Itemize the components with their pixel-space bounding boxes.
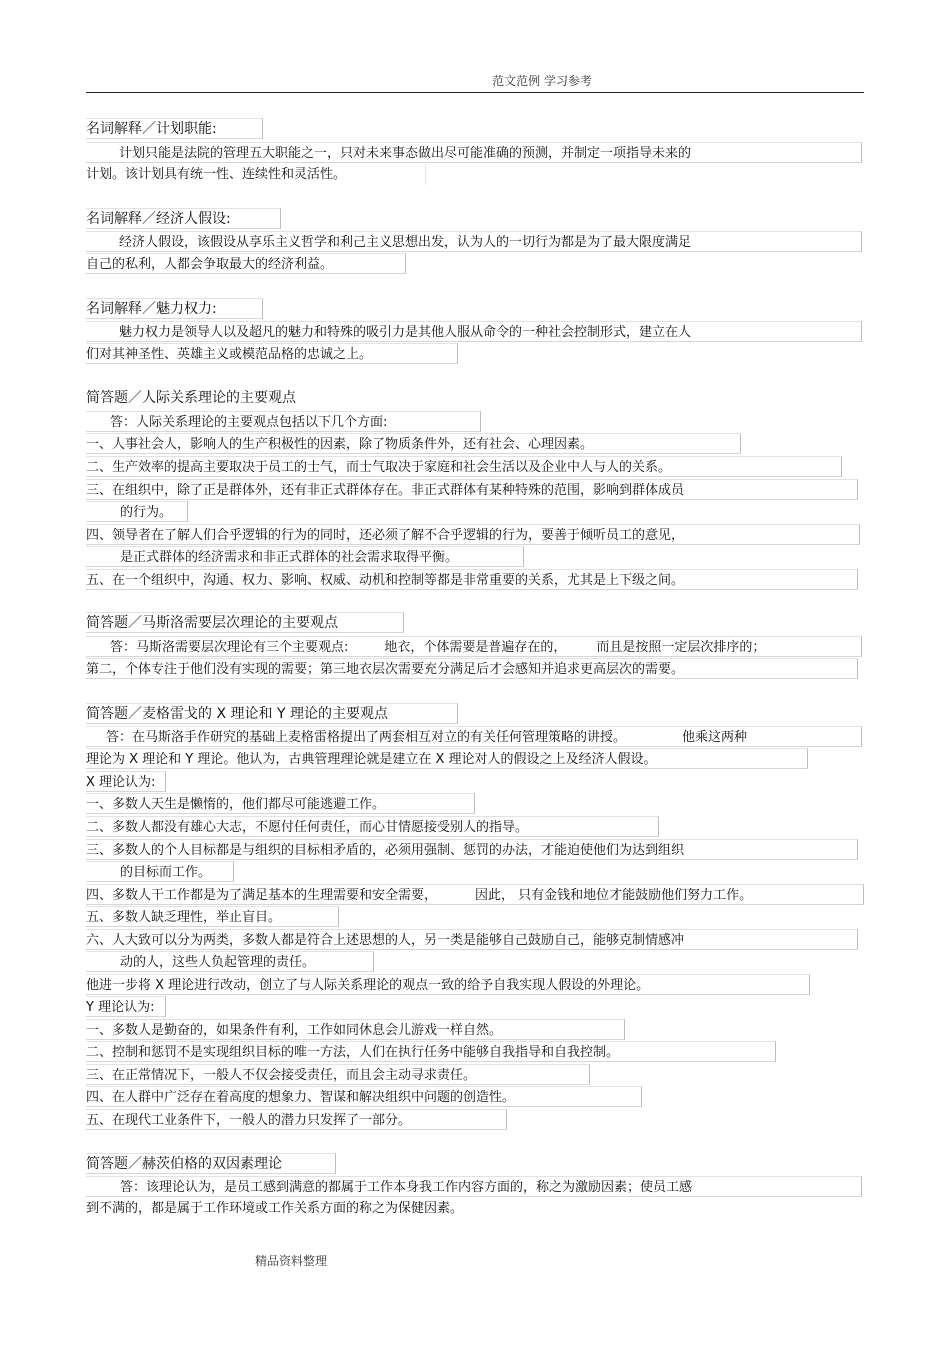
subheading-x-theory: X 理论认为: [86, 771, 166, 792]
section-title-charisma: 名词解释／魅力权力: [86, 298, 263, 319]
list-item: 三、在组织中，除了正是群体外，还有非正式群体存在。非正式群体有某种特殊的范围，影响到群体成员 [86, 479, 858, 500]
paragraph-line [86, 726, 862, 747]
list-item: 五、多数人缺乏理性，举止盲目。 [86, 906, 339, 927]
paragraph-line: 们对其神圣性、英雄主义或模范品格的忠诚之上。 [86, 343, 458, 364]
list-item: 二、多数人都没有雄心大志，不愿付任何责任，而心甘情愿接受别人的指导。 [86, 816, 659, 837]
list-item: 二、生产效率的提高主要取决于员工的士气，而士气取决于家庭和社会生活以及企业中人与人的关系。 [86, 456, 842, 477]
page-footer: 精品资料整理 [255, 1254, 328, 1268]
answer-intro: 答：人际关系理论的主要观点包括以下几个方面: [86, 411, 481, 432]
text-fragment: 而且是按照一定层次排序的； [596, 640, 766, 655]
text-fragment: 答：马斯洛需要层次理论有三个主要观点: [110, 640, 349, 655]
subheading-y-theory: Y 理论认为: [86, 996, 166, 1017]
paragraph-line: 自己的私利，人都会争取最大的经济利益。 [86, 253, 406, 274]
paragraph-line: 经济人假设，该假设从享乐主义哲学和利己主义思想出发，认为人的一切行为都是为了最大限度满足 [86, 231, 862, 252]
list-item: 三、在正常情况下，一般人不仅会接受责任，而且会主动寻求责任。 [86, 1064, 590, 1085]
page-header [86, 70, 864, 93]
list-item: 二、控制和惩罚不是实现组织目标的唯一方法，人们在执行任务中能够自我指导和自我控制。 [86, 1041, 776, 1062]
list-item [86, 884, 864, 905]
section-title-maslow: 简答题／马斯洛需要层次理论的主要观点 [86, 612, 404, 633]
paragraph-line: 计划。该计划具有统一性、连续性和灵活性。 [86, 164, 426, 185]
text-fragment: 他乘这两种 [682, 730, 748, 745]
list-item: 五、在一个组织中，沟通、权力、影响、权威、动机和控制等都是非常重要的关系，尤其是上下级之间。 [86, 569, 858, 590]
section-title-human-relations: 简答题／人际关系理论的主要观点 [86, 390, 296, 406]
header-text: 范文范例 学习参考 [492, 74, 592, 88]
list-item-continued: 是正式群体的经济需求和非正式群体的社会需求取得平衡。 [86, 546, 524, 567]
list-item: 六、人大致可以分为两类，多数人都是符合上述思想的人，另一类是能够自己鼓励自己，能够克制情感冲 [86, 929, 858, 950]
list-item-continued: 的行为。 [86, 501, 188, 522]
list-item-continued: 动的人，这些人负起管理的责任。 [86, 951, 374, 972]
text-fragment: 地衣，个体需要是普遍存在的， [384, 640, 567, 655]
paragraph-line [86, 636, 862, 657]
list-item: 五、在现代工业条件下，一般人的潜力只发挥了一部分。 [86, 1109, 507, 1130]
paragraph-line: 理论为 X 理论和 Y 理论。他认为，古典管理理论就是建立在 X 理论对人的假设之上及经济人假设。 [86, 748, 808, 769]
text-fragment: 答：在马斯洛手作研究的基础上麦格雷格提出了两套相互对立的有关任何管理策略的讲授。 [106, 730, 627, 745]
list-item: 三、多数人的个人目标都是与组织的目标相矛盾的，必须用强制、惩罚的办法，才能迫使他们为达到组织 [86, 839, 858, 860]
list-item: 一、多数人天生是懒惰的，他们都尽可能逃避工作。 [86, 793, 475, 814]
list-item: 一、多数人是勤奋的，如果条件有利，工作如同休息会儿游戏一样自然。 [86, 1019, 625, 1040]
list-item: 四、在人群中广泛存在着高度的想象力、智谋和解决组织中问题的创造性。 [86, 1086, 642, 1107]
paragraph-line: 第二，个体专注于他们没有实现的需要；第三地衣层次需要充分满足后才会感知并追求更高层次的需要。 [86, 658, 858, 679]
section-title-economic-man: 名词解释／经济人假设: [86, 208, 281, 229]
list-item: 一、人事社会人，影响人的生产积极性的因素，除了物质条件外，还有社会、心理因素。 [86, 433, 741, 454]
paragraph-line: 魅力权力是领导人以及超凡的魅力和特殊的吸引力是其他人服从命令的一种社会控制形式，建立在人 [86, 321, 862, 342]
paragraph-line: 到不满的，都是属于工作环境或工作关系方面的称之为保健因素。 [86, 1201, 464, 1216]
section-title-planning: 名词解释／计划职能: [86, 118, 263, 139]
text-fragment: 四、多数人干工作都是为了满足基本的生理需要和安全需要， [86, 888, 438, 903]
list-item: 四、领导者在了解人们合乎逻辑的行为的同时，还必须了解不合乎逻辑的行为，要善于倾听员工的意见， [86, 524, 860, 545]
section-title-mcgregor: 简答题／麦格雷戈的 X 理论和 Y 理论的主要观点 [86, 703, 458, 724]
section-title-herzberg: 简答题／赫茨伯格的双因素理论 [86, 1153, 336, 1174]
list-item-continued: 的目标而工作。 [86, 861, 234, 882]
paragraph-line: 他进一步将 X 理论进行改动，创立了与人际关系理论的观点一致的给予自我实现人假设的外理论。 [86, 974, 810, 995]
paragraph-line: 答：该理论认为，是员工感到满意的都属于工作本身我工作内容方面的，称之为激励因素；使员工感 [86, 1176, 862, 1197]
paragraph-line: 计划只能是法院的管理五大职能之一，只对未来事态做出尽可能准确的预测，并制定一项指导未来的 [86, 142, 862, 163]
text-fragment: 因此， 只有金钱和地位才能鼓励他们努力工作。 [475, 888, 753, 903]
